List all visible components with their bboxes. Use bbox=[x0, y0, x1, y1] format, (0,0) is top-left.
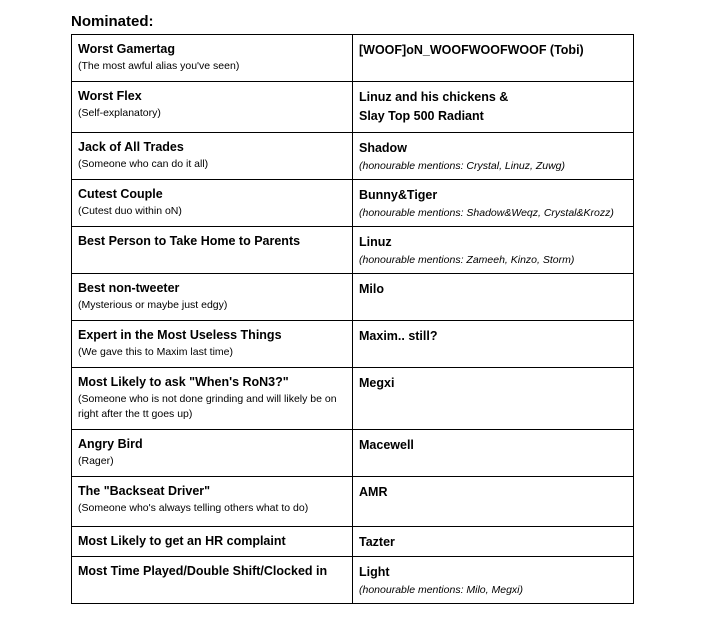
category-cell bbox=[72, 527, 353, 557]
nominee-name: [WOOF]oN_WOOFWOOFWOOF (Tobi) bbox=[359, 43, 584, 57]
category-title: Expert in the Most Useless Things bbox=[78, 328, 282, 342]
honourable-mentions: (honourable mentions: Zameeh, Kinzo, Storm) bbox=[359, 254, 575, 266]
nominee-cell bbox=[353, 430, 634, 477]
category-title: Most Likely to ask "When's RoN3?" bbox=[78, 375, 289, 389]
nominee-name: Linuz and his chickens & Slay Top 500 Radiant bbox=[359, 90, 509, 123]
category-title: Best non-tweeter bbox=[78, 281, 180, 295]
honourable-mentions: (honourable mentions: Milo, Megxi) bbox=[359, 584, 523, 596]
category-description: (Mysterious or maybe just edgy) bbox=[78, 299, 228, 311]
category-description: (Someone who is not done grinding and will likely be on right after the tt goes up) bbox=[78, 393, 337, 420]
table-row bbox=[72, 82, 634, 133]
nominee-name: Macewell bbox=[359, 438, 414, 452]
category-cell bbox=[72, 227, 353, 274]
category-cell bbox=[72, 321, 353, 368]
category-title: Worst Flex bbox=[78, 89, 142, 103]
nominee-name: Milo bbox=[359, 282, 384, 296]
nominee-cell bbox=[353, 557, 634, 604]
category-description: (Someone who can do it all) bbox=[78, 158, 209, 170]
nominee-name: Tazter bbox=[359, 535, 395, 549]
nominee-name: Light bbox=[359, 565, 390, 579]
honourable-mentions: (honourable mentions: Shadow&Weqz, Crystal&Krozz) bbox=[359, 207, 614, 219]
nominee-name: Megxi bbox=[359, 376, 395, 390]
table-row bbox=[72, 368, 634, 430]
table-row bbox=[72, 430, 634, 477]
category-title: Best Person to Take Home to Parents bbox=[78, 234, 301, 248]
table-row bbox=[72, 527, 634, 557]
honourable-mentions: (honourable mentions: Crystal, Linuz, Zuwg) bbox=[359, 160, 566, 172]
category-cell bbox=[72, 430, 353, 477]
nominee-name: Linuz bbox=[359, 235, 392, 249]
table-row bbox=[72, 133, 634, 180]
category-description: (Self-explanatory) bbox=[78, 107, 161, 119]
category-title: The "Backseat Driver" bbox=[78, 484, 211, 498]
category-title: Angry Bird bbox=[78, 437, 143, 451]
category-description: (Someone who's always telling others what to do) bbox=[78, 502, 309, 514]
nominations-table bbox=[71, 34, 634, 604]
category-description: (Cutest duo within oN) bbox=[78, 205, 182, 217]
category-title: Cutest Couple bbox=[78, 187, 163, 201]
nominee-cell bbox=[353, 321, 634, 368]
nominee-cell bbox=[353, 180, 634, 227]
table-row bbox=[72, 35, 634, 82]
nominee-name: Bunny&Tiger bbox=[359, 188, 438, 202]
category-title: Worst Gamertag bbox=[78, 42, 176, 56]
category-title: Most Time Played/Double Shift/Clocked in bbox=[78, 564, 328, 578]
table-row bbox=[72, 180, 634, 227]
nominee-cell bbox=[353, 368, 634, 430]
nominee-cell bbox=[353, 274, 634, 321]
category-title: Most Likely to get an HR complaint bbox=[78, 534, 286, 548]
nominee-cell bbox=[353, 35, 634, 82]
table-row bbox=[72, 227, 634, 274]
category-description: (The most awful alias you've seen) bbox=[78, 60, 240, 72]
category-cell bbox=[72, 133, 353, 180]
category-cell bbox=[72, 477, 353, 527]
category-cell bbox=[72, 82, 353, 133]
nominee-name: Maxim.. still? bbox=[359, 329, 438, 343]
nominee-cell bbox=[353, 227, 634, 274]
nominee-name: AMR bbox=[359, 485, 388, 499]
page-heading: Nominated: bbox=[71, 13, 154, 30]
category-description: (We gave this to Maxim last time) bbox=[78, 346, 234, 358]
nominee-cell bbox=[353, 133, 634, 180]
category-cell bbox=[72, 368, 353, 430]
category-description: (Rager) bbox=[78, 455, 114, 467]
nominee-cell bbox=[353, 527, 634, 557]
category-cell bbox=[72, 180, 353, 227]
nominee-cell bbox=[353, 477, 634, 527]
table-row bbox=[72, 557, 634, 604]
table-row bbox=[72, 321, 634, 368]
category-title: Jack of All Trades bbox=[78, 140, 184, 154]
category-cell bbox=[72, 557, 353, 604]
category-cell bbox=[72, 274, 353, 321]
category-cell bbox=[72, 35, 353, 82]
table-row bbox=[72, 477, 634, 527]
nominee-cell bbox=[353, 82, 634, 133]
table-row bbox=[72, 274, 634, 321]
nominee-name: Shadow bbox=[359, 141, 407, 155]
